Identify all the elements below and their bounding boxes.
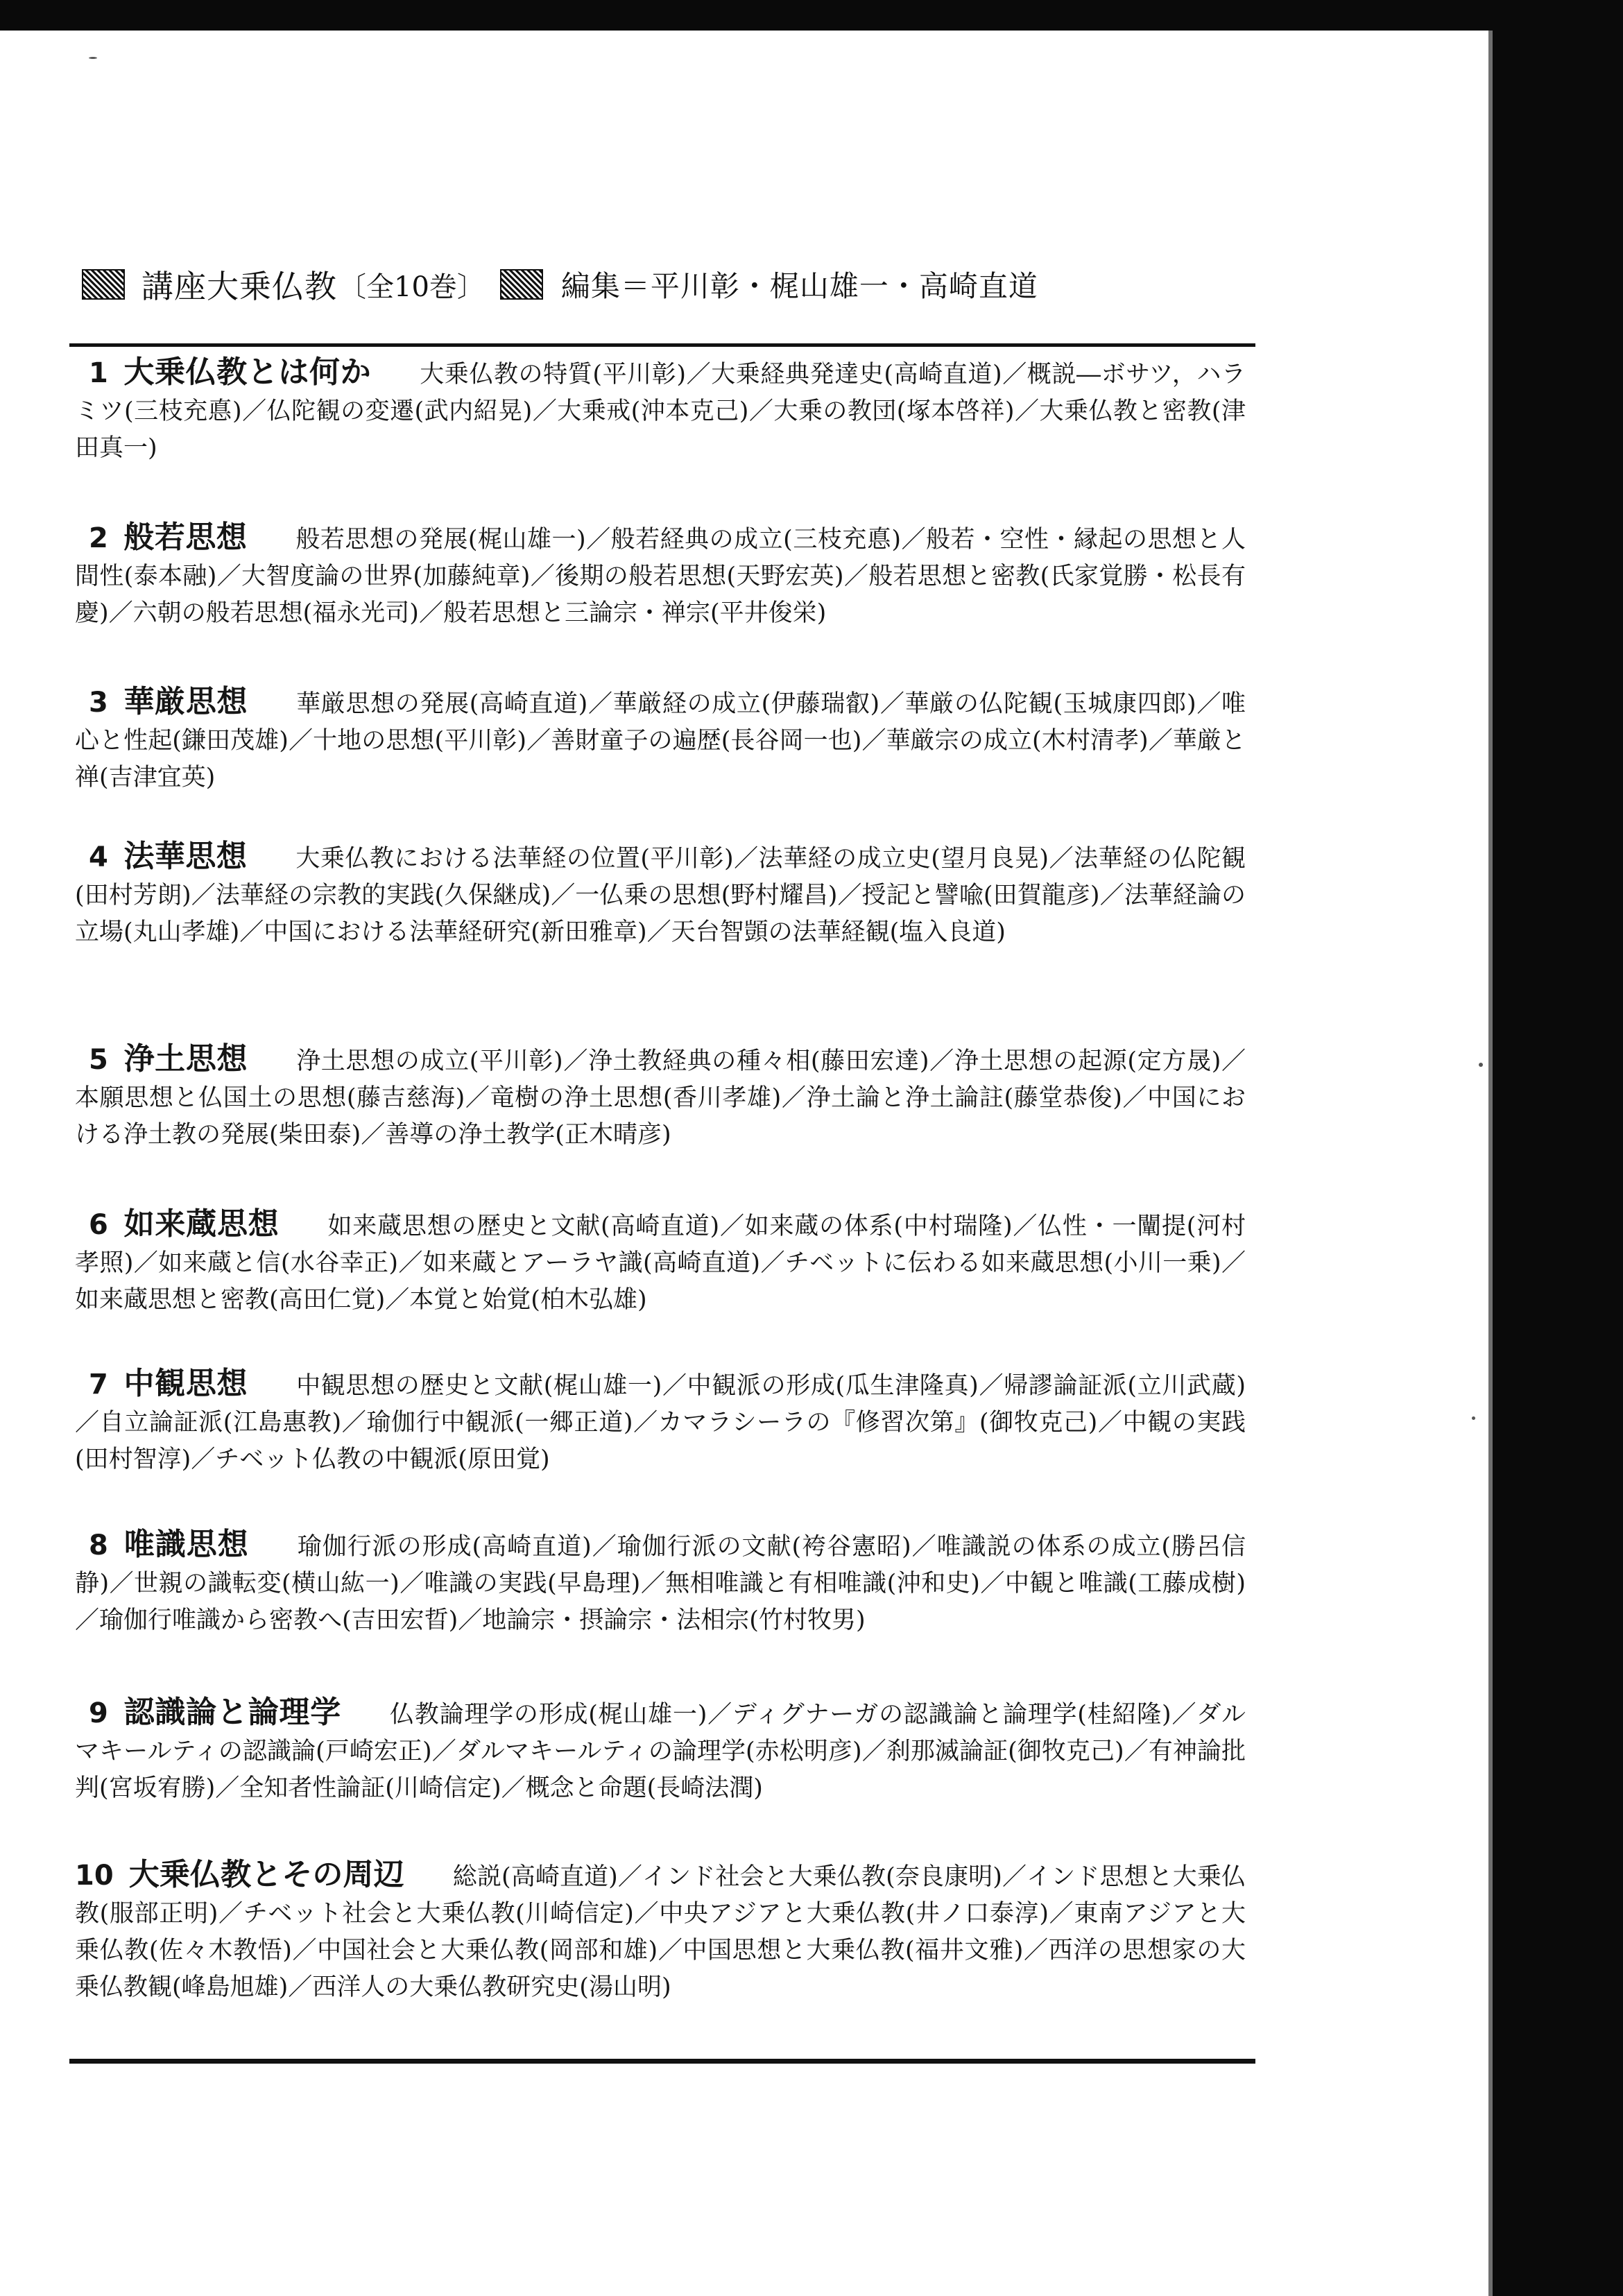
volume-title: 般若思想 (123, 520, 248, 555)
volume-entry (75, 1526, 1246, 1639)
volume-number: 5 (89, 1044, 108, 1076)
volume-contents: 浄土思想の成立(平川彰)／浄土教経典の種々相(藤田宏達)／浄土思想の起源(定方晟)／本願思想と仏国土の思想(藤吉慈海)／竜樹の浄土思想(香川孝雄)／浄土論と浄土論註(藤堂恭俊)／中国における浄土教の発展(柴田泰)／善導の浄土教学(正木晴彦) (75, 1047, 1246, 1149)
volume-number: 7 (89, 1369, 108, 1400)
volume-entry (75, 354, 1246, 467)
volume-contents: 大乗仏教における法華経の位置(平川彰)／法華経の成立史(望月良晃)／法華経の仏陀観(田村芳朗)／法華経の宗教的実践(久保継成)／一仏乗の思想(野村耀昌)／授記と譬喩(田賀龍彦)／法華経論の立場(丸山孝雄)／中国における法華経研究(新田雅章)／天台智顗の法華経観(塩入良道) (75, 845, 1246, 946)
volume-contents: 般若思想の発展(梶山雄一)／般若経典の成立(三枝充悳)／般若・空性・縁起の思想と人間性(泰本融)／大智度論の世界(加藤純章)／後期の般若思想(天野宏英)／般若思想と密教(氏家覚勝・松長有慶)／六朝の般若思想(福永光司)／般若思想と三論宗・禅宗(平井俊栄) (75, 526, 1246, 627)
volume-entry (75, 1856, 1246, 2006)
scan-speck (89, 57, 97, 59)
volume-contents: 総説(高崎直道)／インド社会と大乗仏教(奈良康明)／インド思想と大乗仏教(服部正明)／チベット社会と大乗仏教(川崎信定)／中央アジアと大乗仏教(井ノ口泰淳)／東南アジアと大乗仏教(佐々木教悟)／中国社会と大乗仏教(岡部和雄)／中国思想と大乗仏教(福井文雅)／西洋の思想家の大乗仏教観(峰島旭雄)／西洋人の大乗仏教研究史(湯山明) (75, 1863, 1246, 2001)
volume-number: 4 (89, 841, 108, 873)
bottom-rule (69, 2059, 1255, 2064)
volume-entry (75, 519, 1246, 632)
volume-title: 唯識思想 (123, 1527, 249, 1562)
volume-title: 法華思想 (123, 839, 248, 874)
volume-title: 認識論と論理学 (123, 1695, 342, 1730)
scan-border-right (1493, 0, 1623, 2296)
volume-title: 如来蔵思想 (123, 1206, 280, 1242)
volume-entry (75, 1206, 1246, 1319)
volume-contents: 如来蔵思想の歴史と文献(高崎直道)／如来蔵の体系(中村瑞隆)／仏性・一闡提(河村孝照)／如来蔵と信(水谷幸正)／如来蔵とアーラヤ識(高崎直道)／チベットに伝わる如来蔵思想(小川一乗)／如来蔵思想と密教(高田仁覚)／本覚と始覚(柏木弘雄) (75, 1213, 1246, 1314)
top-rule (69, 343, 1255, 347)
volume-entry (75, 838, 1246, 951)
volume-contents: 瑜伽行派の形成(高崎直道)／瑜伽行派の文献(袴谷憲昭)／唯識説の体系の成立(勝呂信静)／世親の識転変(横山紘一)／唯識の実践(早島理)／無相唯識と有相唯識(沖和史)／中観と唯識(工藤成樹)／瑜伽行唯識から密教へ(吉田宏晢)／地論宗・摂論宗・法相宗(竹村牧男) (75, 1533, 1246, 1634)
volume-contents: 大乗仏教の特質(平川彰)／大乗経典発達史(高崎直道)／概説―ボサツ，ハラミツ(三枝充悳)／仏陀観の変遷(武内紹晃)／大乗戒(沖本克己)／大乗の教団(塚本啓祥)／大乗仏教と密教(津田真一) (75, 361, 1246, 462)
volume-title: 大乗仏教とは何か (123, 354, 372, 390)
volume-contents: 中観思想の歴史と文献(梶山雄一)／中観派の形成(瓜生津隆真)／帰謬論証派(立川武蔵)／自立論証派(江島惠教)／瑜伽行中観派(一郷正道)／カマラシーラの『修習次第』(御牧克己)／中観の実践(田村智淳)／チベット仏教の中観派(原田覚) (75, 1372, 1246, 1473)
volume-contents: 華厳思想の発展(高崎直道)／華厳経の成立(伊藤瑞叡)／華厳の仏陀観(玉城康四郎)／唯心と性起(鎌田茂雄)／十地の思想(平川彰)／善財童子の遍歴(長谷岡一也)／華厳宗の成立(木村清孝)／華厳と禅(吉津宜英) (75, 690, 1246, 791)
scan-shadow-edge (1488, 31, 1493, 2296)
volume-entry (75, 683, 1246, 796)
volume-number: 9 (89, 1697, 108, 1729)
hatch-ornament (500, 269, 543, 300)
volume-title: 大乗仏教とその周辺 (128, 1857, 404, 1892)
volume-number: 3 (89, 687, 108, 719)
volume-entry (75, 1040, 1246, 1154)
volume-entry (75, 1365, 1246, 1478)
series-title: 講座大乗仏教 (141, 268, 337, 305)
volume-contents: 仏教論理学の形成(梶山雄一)／ディグナーガの認識論と論理学(桂紹隆)／ダルマキールティの認識論(戸崎宏正)／ダルマキールティの論理学(赤松明彦)／刹那滅論証(御牧克己)／有神論批判(宮坂宥勝)／全知者性論証(川崎信定)／概念と命題(長崎法潤) (75, 1701, 1246, 1802)
volume-number: 10 (75, 1860, 114, 1892)
editors-line: 編集＝平川彰・梶山雄一・高崎直道 (560, 269, 1038, 303)
volume-title: 中観思想 (123, 1366, 248, 1401)
page-header (82, 257, 1261, 312)
scan-speck (1472, 1416, 1475, 1420)
volume-number: 1 (89, 357, 108, 389)
scan-speck (1479, 1063, 1483, 1067)
volume-title: 華厳思想 (123, 684, 248, 719)
volume-number: 8 (89, 1530, 108, 1561)
hatch-ornament (82, 269, 125, 300)
scan-border-top (0, 0, 1623, 31)
volume-title: 浄土思想 (123, 1041, 248, 1077)
volume-entry (75, 1694, 1246, 1807)
series-volume-count: 〔全10巻〕 (338, 271, 485, 303)
volume-number: 2 (89, 522, 108, 554)
volume-number: 6 (89, 1209, 108, 1241)
